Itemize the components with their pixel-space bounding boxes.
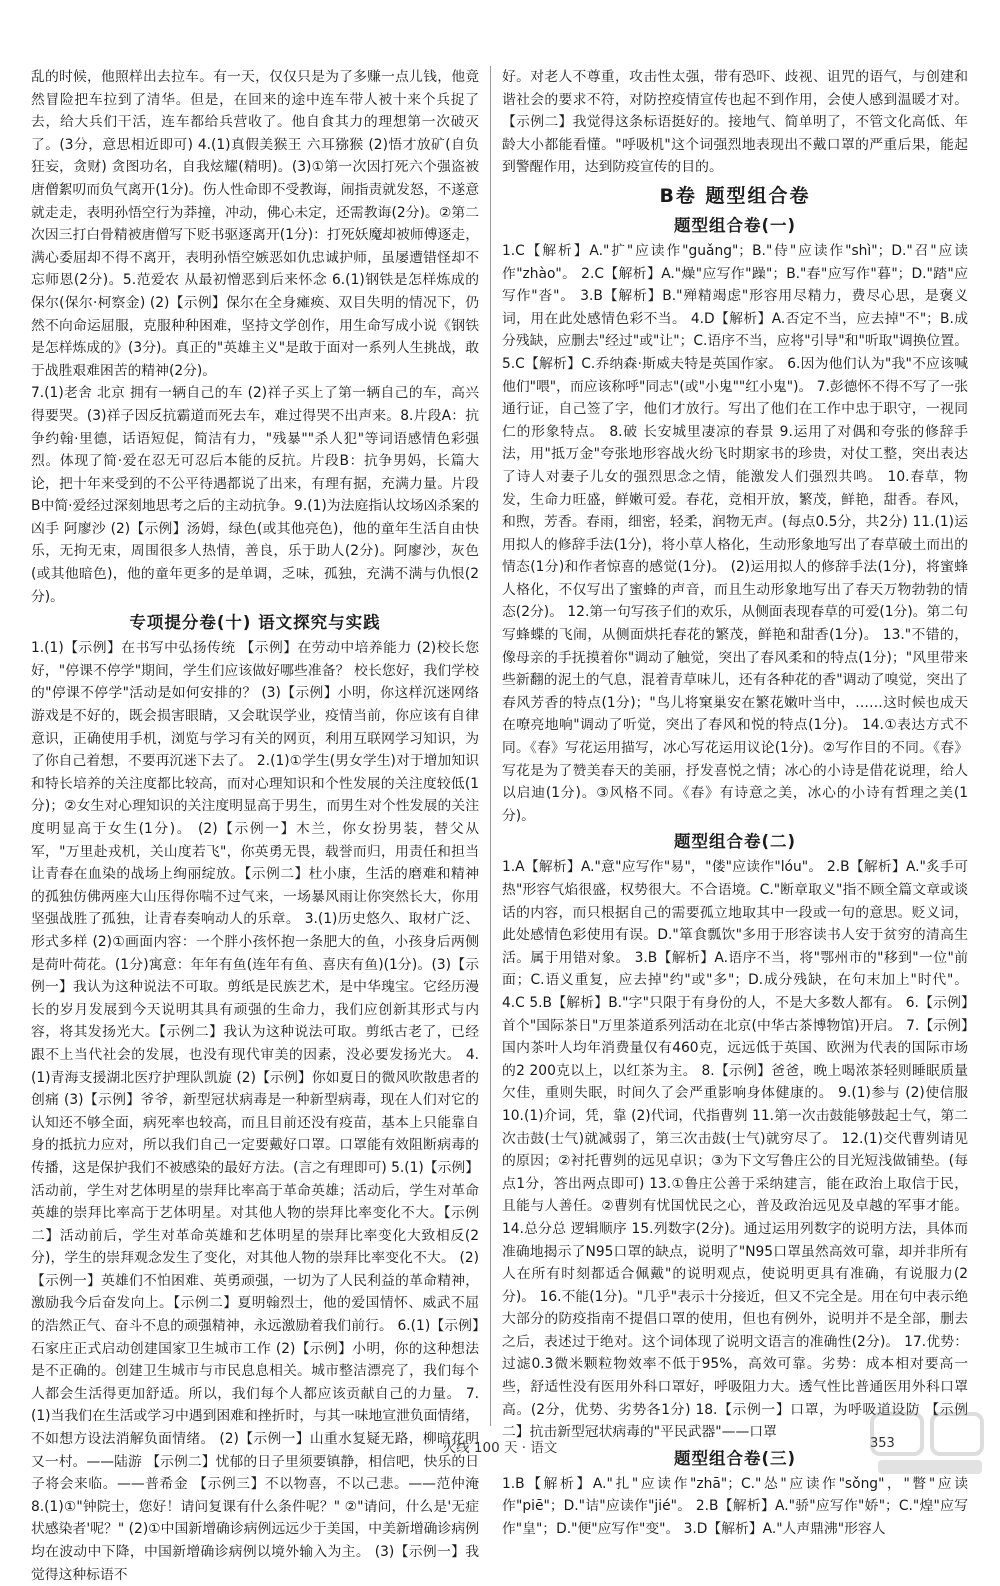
section-title: 题型组合卷(二)	[673, 832, 797, 852]
volume-title: B卷 题型组合卷	[659, 184, 811, 207]
answer-paragraph: 1.(1)【示例】在书写中弘扬传统 【示例】在劳动中培养能力 (2)校长您好，"停课不停学"期间，学生们应该做好哪些准备？ 校长您好，我们学校的"停课不停学"活动是如何安排的？ (3)【示例】小明，你这样沉迷网络游戏是不好的，既会损害眼睛，又会耽误学业，疫情当前，你应该有自律意识，正确使用手机，浏览与学习有关的网页，利用互联网学习知识，为了你自己着想，不要再沉迷下去了。 2.(1)①学生(男女学生)对于增加知识和特长培养的关注度都比较高，而对心理知识和个性发展的关注度较低(1分)；②女生对心理知识的关注度明显高于男生，而男生对个性发展的关注度明显高于女生(1分)。 (2)【示例一】木兰，你女扮男装，替父从军，"万里赴戎机，关山度若飞"，你英勇无畏，载誉而归，用责任和担当让青春在血染的战场上绚丽绽放。【示例二】杜小康，生活的磨难和精神的孤独仿佛两座大山压得你喘不过气来，一场暴风雨让你突然长大，你用坚强战胜了孤独，让青春奏响动人的乐章。 3.(1)历史悠久、取材广泛、形式多样 (2)①画面内容：一个胖小孩怀抱一条肥大的鱼，小孩身后两侧是荷叶荷花。(1分)寓意：年年有鱼(连年有鱼、喜庆有鱼)(1分)。(3)【示例一】我认为这种说法不可取。剪纸是民族艺术，是中华瑰宝。它经历漫长的岁月发展到今天说明其具有顽强的生命力，我们应创新其形式与内容，将其发扬光大。【示例二】我认为这种说法可取。剪纸古老了，已经跟不上当代社会的发展，也没有现代审美的因素，没必要发扬光大。 4.(1)青海支援湖北医疗护理队凯旋 (2)【示例】你如夏日的微风吹散患者的创痛 (3)【示例】爷爷，新型冠状病毒是一种新型病毒，现在人们对它的认知还不够全面，病死率也较高，而且目前还没有疫苗，基本上只能靠自身的抵抗力应对，所以我们自己一定要戴好口罩。口罩能有效阻断病毒的传播，这是保护我们不被感染的最好方法。(言之有理即可) 5.(1)【示例】活动前，学生对艺体明星的崇拜比率高于革命英雄；活动后，学生对革命英雄的崇拜比率高于艺体明星。对其他人物的崇拜比率变化不大。【示例二】活动前后，学生对革命英雄和艺体明星的崇拜比率变化大致相反(2分)，学生的崇拜观念发生了变化，对其他人物的崇拜比率变化不大。 (2)【示例一】英雄们不怕困难、英勇顽强，一切为了人民利益的革命精神，激励我今后奋发向上。【示例二】夏明翰烈士，他的爱国情怀、威武不屈的浩然正气、奋斗不息的顽强精神，永远激励着我们前行。 6.(1)【示例】石家庄正式启动创建国家卫生城市工作 (2)【示例】小明，你的这种想法是不正确的。创建卫生城市与市民息息相关。城市整洁漂亮了，我们每个人都会生活得更加舒适。所以，我们每个人都应该贡献自己的力量。 7.(1)当我们在生活或学习中遇到困难和挫折时，与其一味地宣泄负面情绪，不如想方设法消解负面情绪。 (2)【示例一】山重水复疑无路，柳暗花明又一村。——陆游 【示例二】忧郁的日子里须要镇静，相信吧，快乐的日子将会来临。——普希金 【示例三】不以物喜，不以己悲。——范仲淹 8.(1)①"钟院士，您好！请问复课有什么条件呢？" ②"请问，什么是'无症状感染者'呢？" (2)①中国新增确诊病例远远少于美国，中美新增确诊病例均在波动中下降，中国新增确诊病例以境外输入为主。 (3)【示例一】我觉得这种标语不	[31, 640, 479, 1583]
section-title: 题型组合卷(一)	[673, 215, 797, 235]
section-title: 专项提分卷(十) 语文探究与实践	[129, 613, 381, 633]
page-number: 353	[870, 1436, 895, 1451]
answer-paragraph: 乱的时候，他照样出去拉车。有一天，仅仅只是为了多赚一点儿钱，他竟然冒险把车拉到了清华。但是，在回来的途中连车带人被十来个兵捉了去，给大兵们干活，连车都给兵营收了。他自食其力的理想第一次破灭了。(3分，意思相近即可) 4.(1)真假美猴王 六耳猕猴 (2)悟才放矿(自负狂妄，贪财) 贪图功名，自我炫耀(精明)。(3)①第一次因打死六个强盗被唐僧絮叨而负气离开(1分)。伤人性命即不受教诲，闹指责就发怒，不遂意就走走，表明孙悟空行为莽撞，冲动，佛心未定，还需教诲(2分)。②第二次因三打白骨精被唐僧写下贬书驱逐离开(1分)：打死妖魔却被师傅逐走，满心委屈却不得不离开，表明孙悟空嫉恶如仇忠诚护师，虽屡遭错怪却不忘师恩(2分)。5.范爱农 从最初憎恶到后来怀念 6.(1)钢铁是怎样炼成的 保尔(保尔·柯察金) (2)【示例】保尔在全身瘫痪、双目失明的情况下，仍然不向命运屈服，克服种种困难，坚持文学创作，用生命写成小说《钢铁是怎样炼成的》(3分)。真正的"英雄主义"是敢于面对一系列人生挑战，敢于战胜艰难困苦的精神(2分)。	[31, 69, 479, 379]
answer-paragraph: 7.(1)老舍 北京 拥有一辆自己的车 (2)祥子买上了第一辆自己的车，高兴得要哭。(3)祥子因反抗霸道而死去车，难过得哭不出声来。8.片段A：抗争约翰·里德，话语短促，简洁有力，"残暴""杀人犯"等词语感情色彩强烈。体现了简·爱在忍无可忍后本能的反抗。片段B：抗争男妈，长篇大论，把十年来受到的不公平待遇都说了出来，有理有据，充满力量。片段B中简·爱经过深刻地思考之后的主动抗争。9.(1)为法庭指认坟场凶杀案的凶手 阿廖沙 (2)【示例】汤姆，绿色(或其他亮色)，他的童年生活自由快乐，无拘无束，周围很多人热情，善良，乐于助人(2分)。阿廖沙，灰色(或其他暗色)，他的童年更多的是单调，乏味，孤独，充满不满与仇恨(2分)。	[31, 385, 479, 605]
footer-title: 火线 100 天 · 语文	[442, 1440, 558, 1456]
left-column	[31, 66, 479, 1586]
right-column	[502, 66, 968, 1541]
answer-paragraph: 1.A【解析】A."意"应写作"易"，"偻"应读作"lóu"。 2.B【解析】A."炙手可热"形容气焰很盛，权势很大。不合语境。C."断章取义"指不顾全篇文章或谈话的内容，而只根据自己的需要孤立地取其中一段或一句的意思。贬义词，此处感情色彩使用有误。D."箪食瓢饮"多用于形容读书人安于贫穷的清高生活。属于用错对象。 3.B【解析】A.语序不当，将"鄂州市的"移到"一位"前面；C.语义重复，应去掉"约"或"多"；D.成分残缺，在句末加上"时代"。 4.C 5.B【解析】B."字"只限于有身份的人，不是大多数人都有。 6.【示例】首个"国际茶日"万里茶道系列活动在北京(中华古茶博物馆)开启。 7.【示例】国内茶叶人均年消费量仅有460克，远远低于英国、欧洲为代表的国际市场的2 200克以上，以红茶为主。 8.【示例】爸爸，晚上喝浓茶轻则睡眠质量欠佳，重则失眠，时间久了会严重影响身体健康的。 9.(1)参与 (2)使信服 10.(1)介词，凭，靠 (2)代词，代指曹刿 11.第一次击鼓能够鼓起士气，第二次击鼓(士气)就减弱了，第三次击鼓(士气)就穷尽了。 12.(1)交代曹刿请见的原因；②衬托曹刿的远见卓识；③为下文写鲁庄公的目光短浅做铺垫。(每点1分，答出两点即可) 13.①鲁庄公善于采纳建言，能在政治上取信于民，且能与人善任。②曹刿有忧国忧民之心，普及政治远见及卓越的军事才能。 14.总分总 逻辑顺序 15.列数字(2分)。通过运用列数字的说明方法，具体而准确地揭示了N95口罩的缺点，说明了"N95口罩虽然高效可靠，却并非所有人在所有时刻都适合佩戴"的说明观点，使说明更具有准确，有说服力(2分)。 16.不能(1分)。"几乎"表示十分接近，但又不完全是。用在句中表示绝大部分的防疫指南不提倡口罩的使用，但也有例外，说明并不是全部，删去之后，表述过于绝对。这个词体现了说明文语言的准确性(2分)。 17.优势：过滤0.3微米颗粒物效率不低于95%，高效可靠。劣势：成本相对要高一些，舒适性没有医用外科口罩好，呼吸阻力大。透气性比普通医用外科口罩高。(2分，优势、劣势各1分) 18.【示例一】口罩，为呼吸道设防 【示例二】抗击新型冠状病毒的"平民武器"——口罩	[502, 859, 968, 1441]
answer-paragraph: 1.C【解析】A."扩"应读作"guǎng"；B."侍"应读作"shì"；D."召"应读作"zhào"。 2.C【解析】A."燥"应写作"躁"；B."春"应写作"暮"；D."踏"应写作"沓"。 3.B【解析】B."殚精竭虑"形容用尽精力，费尽心思，是褒义词，用在此处感情色彩不当。 4.D【解析】A.否定不当，应去掉"不"；B.成分残缺，应删去"经过"或"让"；C.语序不当，应将"引导"和"听取"调换位置。 5.C【解析】C.乔纳森·斯威夫特是英国作家。 6.因为他们认为"我"不应该喊他们"喂"，而应该称呼"同志"(或"小鬼""红小鬼")。 7.彭德怀不得不写了一张通行证，自己签了字，他们才放行。写出了他们在工作中忠于职守，一视同仁的形象特点。 8.破 长安城里凄凉的春景 9.运用了对偶和夸张的修辞手法，用"抵万金"夸张地形容战火纷飞时期家书的珍贵，对仗工整，突出表达了诗人对妻子儿女的强烈思念之情，能激发人们强烈共鸣。 10.春草，物发，生命力旺盛，鲜嫩可爱。春花，竞相开放，繁茂，鲜艳，甜香。春风，和煦，芳香。春雨，细密，轻柔，润物无声。(每点0.5分，共2分) 11.(1)运用拟人的修辞手法(1分)，将小草人格化，生动形象地写出了春草破土而出的情态(1分)和作者惊喜的感觉(1分)。 (2)运用拟人的修辞手法(1分)，将蜜蜂人格化，不仅写出了蜜蜂的声音，而且生动形象地写出了春天万物勃勃的情态(2分)。 12.第一句写孩子们的欢乐，从侧面表现春草的可爱(1分)。第二句写蜂蝶的飞闹，从侧面烘托春花的繁茂，鲜艳和甜香(1分)。 13."不错的，像母亲的手抚摸着你"调动了触觉，突出了春风柔和的特点(1分)；"风里带来些新翻的泥土的气息，混着青草味儿，还有各种花的香"调动了嗅觉，突出了春风芳香的特点(1分)；"鸟儿将窠巢安在繁花嫩叶当中，……这时候也成天在嘹亮地响"调动了听觉，突出了春风和悦的特点(1分)。 14.①表达方式不同。《春》写花运用描写，冰心写花运用议论(1分)。②写作目的不同。《春》写花是为了赞美春天的美丽，抒发喜悦之情；冰心的小诗是借花说理，给人以启迪(1分)。③风格不同。《春》有诗意之美，冰心的小诗有哲理之美(1分)。	[502, 242, 968, 824]
column-divider	[490, 66, 491, 1426]
answer-paragraph: 好。对老人不尊重，攻击性太强，带有恐吓、歧视、诅咒的语气，与创建和谐社会的要求不符，对防控疫情宣传也起不到作用，会使人感到温暖才对。【示例二】我觉得这条标语挺好的。接地气、简单明了，不管文化高低、年龄大小都能看懂。"呼吸机"这个词强烈地表现出不戴口罩的严重后果，能起到警醒作用，达到防疫宣传的目的。	[502, 69, 968, 176]
watermark-logo-icon	[868, 1408, 992, 1480]
section-title: 题型组合卷(三)	[673, 1448, 797, 1468]
answer-paragraph: 1.B【解析】A."扎"应读作"zhā"；C."怂"应读作"sǒng"，"瞥"应读作"piē"；D."诘"应读作"jié"。 2.B【解析】A."骄"应写作"娇"；C."煌"应写作"皇"；D."便"应写作"变"。 3.D【解析】A."人声鼎沸"形容人	[502, 1475, 968, 1538]
